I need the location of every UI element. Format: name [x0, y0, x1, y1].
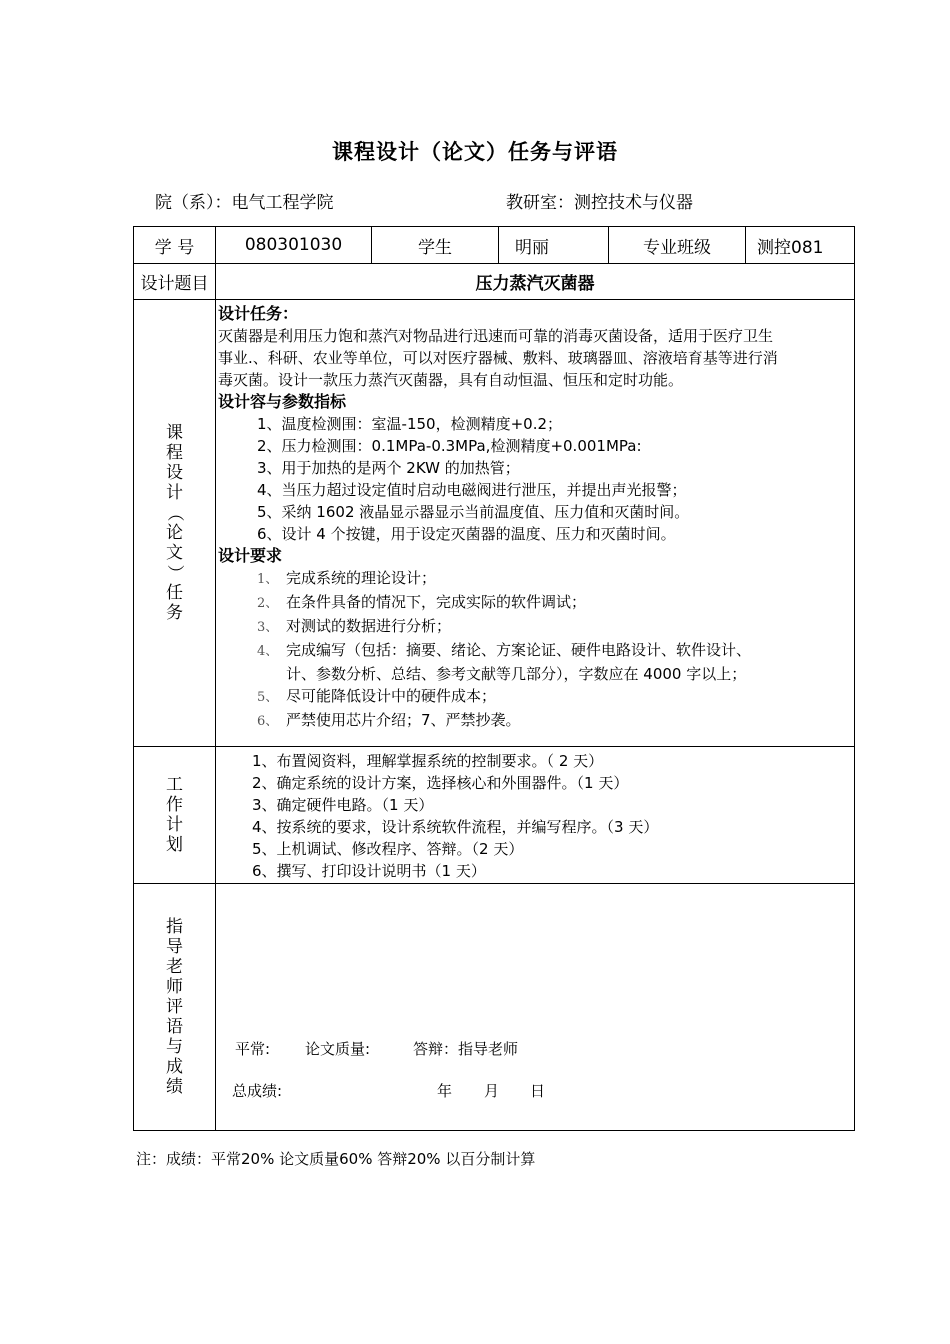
- office-label: 教研室：: [506, 193, 574, 213]
- topic-label: 设计题目: [140, 274, 209, 294]
- department-label: 院（系）：: [155, 193, 232, 213]
- plan-item: 6、撰写、打印设计说明书（1 天）: [252, 862, 486, 880]
- requirement-item-continued: 计、参数分析、总结、参考文献等几部分），字数应在 4000 字以上；: [286, 665, 747, 683]
- year-label: 年: [437, 1082, 453, 1100]
- total-score-label: 总成绩:: [232, 1082, 283, 1100]
- param-item: 4、当压力超过设定值时启动电磁阀进行泄压，并提出声光报警；: [257, 481, 687, 499]
- class-value: 测控081: [757, 237, 824, 258]
- param-item: 5、采纳 1602 液晶显示器显示当前温度值、压力值和灭菌时间。: [257, 503, 690, 521]
- page-title: 课程设计（论文）任务与评语: [332, 140, 618, 164]
- month-label: 月: [484, 1082, 500, 1100]
- plan-item: 2、确定系统的设计方案，选择核心和外围器件。（1 天）: [252, 774, 629, 792]
- param-item: 3、用于加热的是两个 2KW 的加热管；: [257, 459, 520, 477]
- office-line: [506, 188, 693, 213]
- student-label: 学生: [418, 237, 452, 258]
- student-name: 明丽: [515, 237, 549, 258]
- params-heading: 设计容与参数指标: [218, 392, 347, 411]
- student-id-label: 学 号: [154, 237, 195, 258]
- student-id-value: 080301030: [244, 235, 343, 255]
- plan-item: 5、上机调试、修改程序、答辩。（2 天）: [252, 840, 524, 858]
- department-line: [155, 188, 334, 213]
- requirement-item: 5、 尽可能降低设计中的硬件成本；: [257, 687, 497, 705]
- topic-value: 压力蒸汽灭菌器: [475, 274, 595, 294]
- row-divider: [134, 299, 854, 300]
- param-item: 1、温度检测围：室温-150，检测精度+0.2；: [257, 415, 563, 433]
- task-table: [133, 226, 855, 1131]
- requirements-heading: 设计要求: [218, 546, 283, 565]
- requirement-item: 6、 严禁使用芯片介绍；7、严禁抄袭。: [257, 711, 521, 729]
- grading-note: 注：成绩：平常20% 论文质量60% 答辩20% 以百分制计算: [136, 1150, 536, 1168]
- plan-item: 3、确定硬件电路。（1 天）: [252, 796, 434, 814]
- requirement-item: 1、 完成系统的理论设计；: [257, 569, 437, 587]
- eval-section-label: 指 导 老 师 评 语 与 成 绩: [166, 917, 183, 1097]
- quality-score-label: 论文质量:: [305, 1040, 371, 1058]
- param-item: 6、设计 4 个按键，用于设定灭菌器的温度、压力和灭菌时间。: [257, 525, 676, 543]
- task-content: [218, 303, 778, 733]
- department-value: 电气工程学院: [231, 193, 334, 213]
- day-label: 日: [530, 1082, 546, 1100]
- defense-score-label: 答辩：指导老师: [413, 1040, 519, 1058]
- office-value: 测控技术与仪器: [574, 193, 693, 213]
- task-line: 灭菌器是利用压力饱和蒸汽对物品进行迅速而可靠的消毒灭菌设备，适用于医疗卫生: [218, 327, 774, 345]
- plan-item: 4、按系统的要求，设计系统软件流程，并编写程序。（3 天）: [252, 818, 659, 836]
- row-divider: [134, 883, 854, 884]
- task-section-label: 课 程 设 计 （ 论 文 ） 任 务: [164, 423, 185, 623]
- plan-item: 1、布置阅资料，理解掌握系统的控制要求。（ 2 天）: [252, 752, 604, 770]
- task-line: 毒灭菌。设计一款压力蒸汽灭菌器，具有自动恒温、恒压和定时功能。: [218, 371, 684, 389]
- plan-content: [252, 750, 658, 882]
- row-divider: [134, 746, 854, 747]
- param-item: 2、压力检测围：0.1MPa-0.3MPa,检测精度+0.001MPa:: [257, 437, 642, 455]
- col-divider: [215, 227, 216, 1130]
- requirement-item: 3、 对测试的数据进行分析；: [257, 617, 452, 635]
- task-heading: 设计任务：: [218, 304, 299, 323]
- plan-section-label: 工 作 计 划: [166, 775, 183, 855]
- requirement-item: 2、 在条件具备的情况下，完成实际的软件调试；: [257, 593, 587, 611]
- requirement-item: 4、 完成编写（包括：摘要、绪论、方案论证、硬件电路设计、软件设计、: [257, 641, 752, 659]
- class-label: 专业班级: [643, 237, 711, 258]
- usual-score-label: 平常:: [235, 1040, 271, 1058]
- task-line: 事业.、科研、农业等单位，可以对医疗器械、敷料、玻璃器皿、溶液培育基等进行消: [218, 349, 778, 367]
